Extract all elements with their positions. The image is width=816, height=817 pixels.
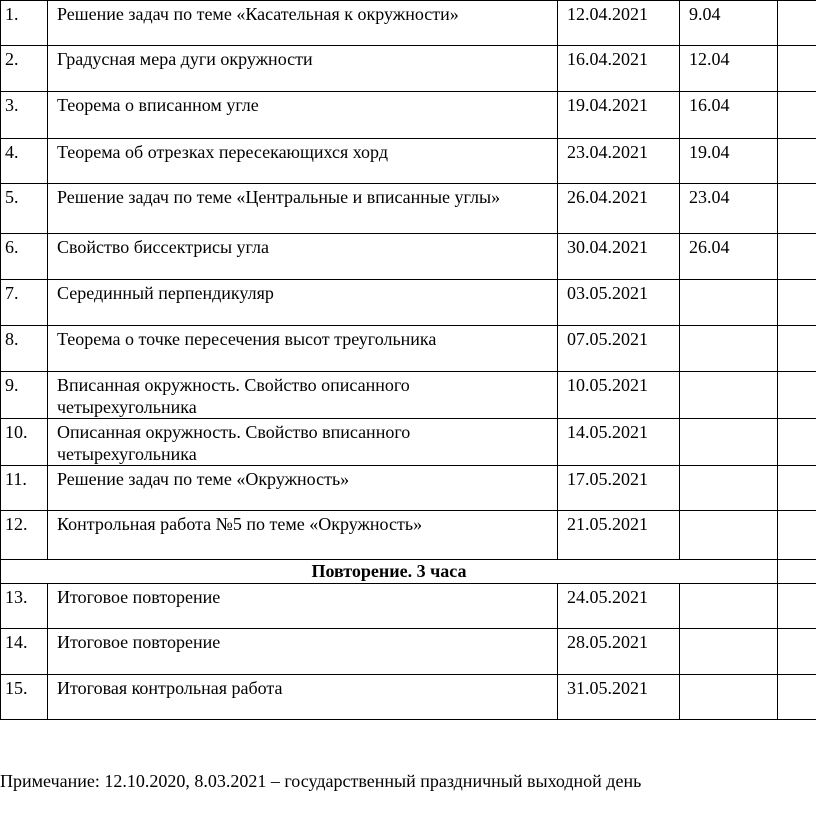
row-number: 5. (1, 184, 48, 234)
row-fact-date (680, 326, 778, 372)
table-row (1, 139, 816, 184)
table-row (1, 46, 816, 92)
row-notes-cell (778, 560, 816, 584)
row-topic: Градусная мера дуги окружности (48, 46, 558, 92)
row-number: 2. (1, 46, 48, 92)
row-fact-date: 19.04 (680, 139, 778, 184)
section-row (1, 560, 816, 584)
table-row (1, 466, 816, 511)
row-number: 13. (1, 584, 48, 629)
row-number: 7. (1, 280, 48, 326)
row-plan-date: 17.05.2021 (558, 466, 680, 511)
row-topic: Вписанная окружность. Свойство описанного четырехугольника (48, 372, 558, 419)
row-topic: Решение задач по теме «Касательная к окружности» (48, 1, 558, 46)
row-plan-date: 03.05.2021 (558, 280, 680, 326)
row-plan-date: 10.05.2021 (558, 372, 680, 419)
row-topic: Решение задач по теме «Центральные и вписанные углы» (48, 184, 558, 234)
row-notes-cell (778, 326, 816, 372)
row-fact-date (680, 372, 778, 419)
row-notes-cell (778, 372, 816, 419)
row-topic: Итоговое повторение (48, 629, 558, 675)
row-notes-cell (778, 511, 816, 560)
row-plan-date: 16.04.2021 (558, 46, 680, 92)
row-number: 10. (1, 419, 48, 466)
row-fact-date (680, 511, 778, 560)
row-notes-cell (778, 234, 816, 280)
table-row (1, 675, 816, 720)
row-plan-date: 07.05.2021 (558, 326, 680, 372)
row-notes-cell (778, 184, 816, 234)
row-plan-date: 24.05.2021 (558, 584, 680, 629)
row-number: 1. (1, 1, 48, 46)
row-number: 15. (1, 675, 48, 720)
row-notes-cell (778, 1, 816, 46)
row-notes-cell (778, 675, 816, 720)
row-notes-cell (778, 92, 816, 139)
row-plan-date: 14.05.2021 (558, 419, 680, 466)
row-fact-date (680, 629, 778, 675)
row-fact-date (680, 675, 778, 720)
row-number: 12. (1, 511, 48, 560)
row-number: 8. (1, 326, 48, 372)
row-notes-cell (778, 46, 816, 92)
row-plan-date: 30.04.2021 (558, 234, 680, 280)
row-topic: Описанная окружность. Свойство вписанного четырехугольника (48, 419, 558, 466)
row-fact-date: 16.04 (680, 92, 778, 139)
row-plan-date: 12.04.2021 (558, 1, 680, 46)
row-fact-date (680, 466, 778, 511)
row-topic: Итоговая контрольная работа (48, 675, 558, 720)
row-plan-date: 19.04.2021 (558, 92, 680, 139)
row-topic: Итоговое повторение (48, 584, 558, 629)
section-heading: Повторение. 3 часа (1, 560, 778, 584)
row-notes-cell (778, 584, 816, 629)
row-number: 6. (1, 234, 48, 280)
row-notes-cell (778, 139, 816, 184)
row-topic: Контрольная работа №5 по теме «Окружность» (48, 511, 558, 560)
table-row (1, 511, 816, 560)
row-number: 14. (1, 629, 48, 675)
row-fact-date: 26.04 (680, 234, 778, 280)
footnote: Примечание: 12.10.2020, 8.03.2021 – государственный праздничный выходной день (0, 771, 642, 791)
table-row (1, 184, 816, 234)
row-notes-cell (778, 466, 816, 511)
table-row (1, 326, 816, 372)
table-row (1, 629, 816, 675)
row-notes-cell (778, 280, 816, 326)
row-number: 9. (1, 372, 48, 419)
row-topic: Теорема о точке пересечения высот треугольника (48, 326, 558, 372)
table-row (1, 419, 816, 466)
row-fact-date: 12.04 (680, 46, 778, 92)
row-fact-date (680, 419, 778, 466)
row-plan-date: 21.05.2021 (558, 511, 680, 560)
row-plan-date: 23.04.2021 (558, 139, 680, 184)
row-topic: Решение задач по теме «Окружность» (48, 466, 558, 511)
row-notes-cell (778, 629, 816, 675)
row-number: 11. (1, 466, 48, 511)
row-fact-date (680, 280, 778, 326)
table-row (1, 372, 816, 419)
row-plan-date: 26.04.2021 (558, 184, 680, 234)
table-row (1, 92, 816, 139)
row-plan-date: 28.05.2021 (558, 629, 680, 675)
row-notes-cell (778, 419, 816, 466)
row-fact-date: 23.04 (680, 184, 778, 234)
table-row (1, 280, 816, 326)
row-fact-date: 9.04 (680, 1, 778, 46)
row-topic: Теорема об отрезках пересекающихся хорд (48, 139, 558, 184)
row-number: 4. (1, 139, 48, 184)
row-number: 3. (1, 92, 48, 139)
table-row (1, 1, 816, 46)
row-plan-date: 31.05.2021 (558, 675, 680, 720)
row-topic: Теорема о вписанном угле (48, 92, 558, 139)
table-row (1, 584, 816, 629)
row-fact-date (680, 584, 778, 629)
row-topic: Свойство биссектрисы угла (48, 234, 558, 280)
table-row (1, 234, 816, 280)
row-topic: Серединный перпендикуляр (48, 280, 558, 326)
